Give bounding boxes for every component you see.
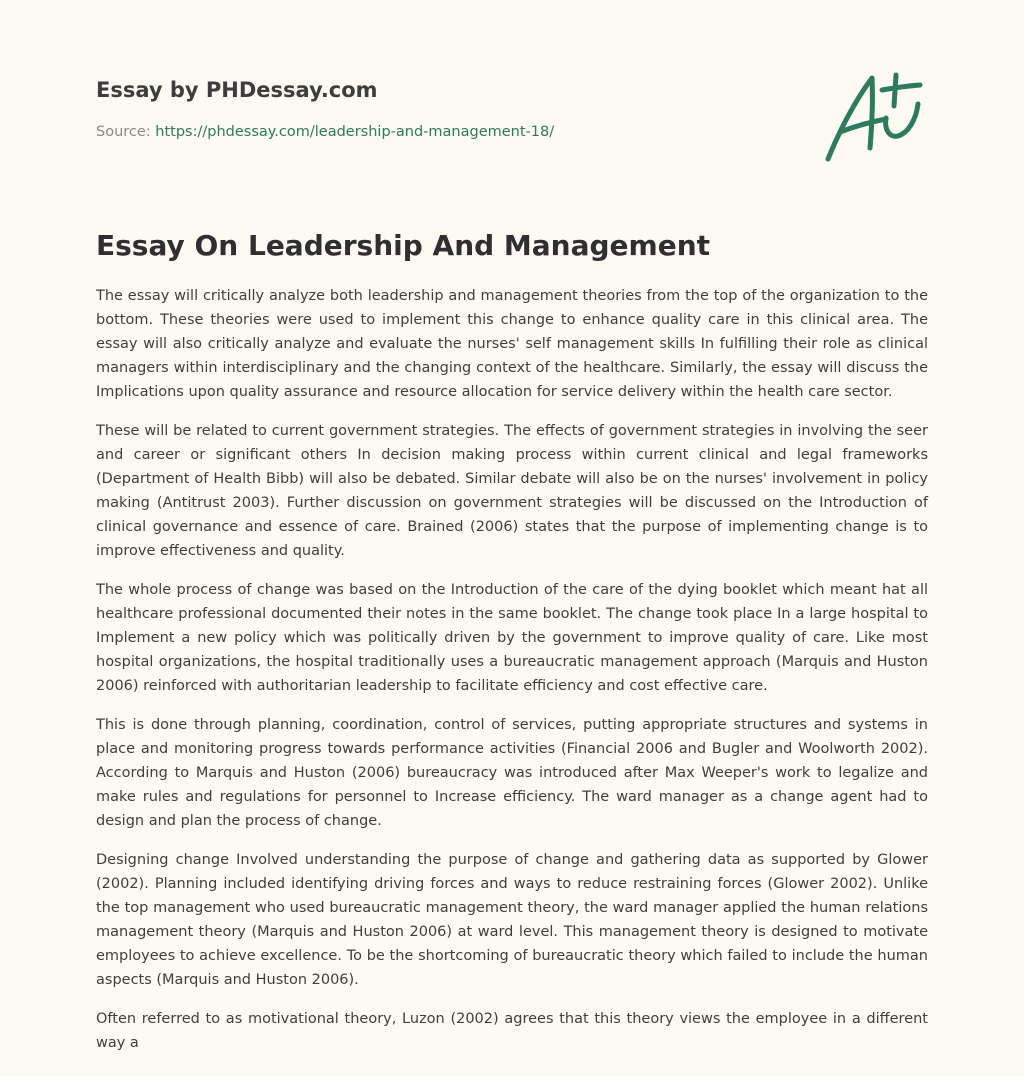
source-label: Source: xyxy=(96,124,156,140)
paragraph: The essay will critically analyze both leadership and management theories from the top of the organization to the bottom. These theories were used to implement this change to enhance quality care in this clinical area. The essay will also critically analyze and evaluate the nurses' self management skills In fulfilling their role as clinical managers within interdisciplinary and the changing context of the healthcare. Similarly, the essay will discuss the Implications upon quality assurance and resource allocation for service delivery within the health care sector. xyxy=(96,288,928,400)
source-line xyxy=(96,124,554,140)
source-link[interactable]: https://phdessay.com/leadership-and-management-18/ xyxy=(155,124,555,140)
a-plus-logo-icon xyxy=(820,64,932,168)
paragraph: These will be related to current government strategies. The effects of government strategies in involving the seer and career or significant others In decision making process within current clinical and legal frameworks (Department of Health Bibb) will also be debated. Similar debate will also be on the nurses' involvement in policy making (Antitrust 2003). Further discussion on government strategies will be discussed on the Introduction of clinical governance and essence of care. Brained (2006) states that the purpose of implementing change is to improve effectiveness and quality. xyxy=(96,423,928,559)
essay-body xyxy=(96,284,928,1055)
page-header xyxy=(96,0,928,200)
page-title: Essay On Leadership And Management xyxy=(96,229,711,262)
paragraph: The whole process of change was based on the Introduction of the care of the dying booklet which meant hat all healthcare professional documented their notes in the same booklet. The change took place In a large hospital to Implement a new policy which was politically driven by the government to improve quality of care. Like most hospital organizations, the hospital traditionally uses a bureaucratic management approach (Marquis and Huston 2006) reinforced with authoritarian leadership to facilitate efficiency and cost effective care. xyxy=(96,582,928,694)
paragraph: Designing change Involved understanding the purpose of change and gathering data as supported by Glower (2002). Planning included identifying driving forces and ways to reduce restraining forces (Glower 2002). Unlike the top management who used bureaucratic management theory, the ward manager applied the human relations management theory (Marquis and Huston 2006) at ward level. This management theory is designed to motivate employees to achieve excellence. To be the shortcoming of bureaucratic theory which failed to include the human aspects (Marquis and Huston 2006). xyxy=(96,852,928,988)
paragraph: Often referred to as motivational theory, Luzon (2002) agrees that this theory views the employee in a different way a xyxy=(96,1011,928,1051)
brand-name: Essay by PHDessay.com xyxy=(96,78,378,102)
paragraph: This is done through planning, coordination, control of services, putting appropriate structures and systems in place and monitoring progress towards performance activities (Financial 2006 and Bugler and Woolworth 2002). According to Marquis and Huston (2006) bureaucracy was introduced after Max Weeper's work to legalize and make rules and regulations for personnel to Increase efficiency. The ward manager as a change agent had to design and plan the process of change. xyxy=(96,717,928,829)
